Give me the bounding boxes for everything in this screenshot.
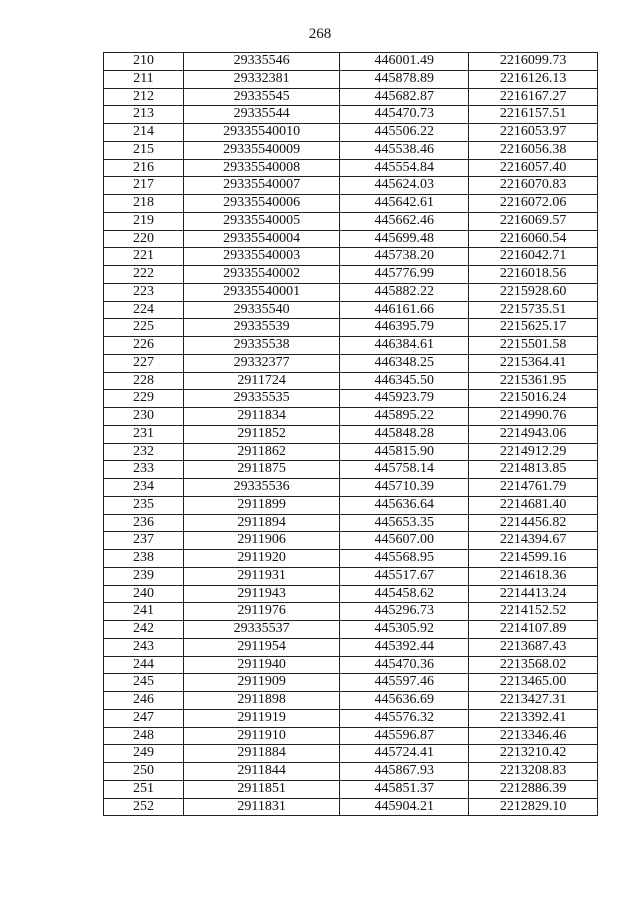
point-id-cell: 29335540006	[183, 195, 340, 213]
x-coordinate-cell: 445738.20	[340, 248, 469, 266]
table-row	[104, 798, 598, 816]
point-number-cell: 249	[104, 745, 184, 763]
point-id-cell: 2911976	[183, 603, 340, 621]
point-number-cell: 238	[104, 550, 184, 568]
point-number-cell: 241	[104, 603, 184, 621]
point-id-cell: 2911906	[183, 532, 340, 550]
y-coordinate-cell: 2213346.46	[469, 727, 598, 745]
point-number-cell: 224	[104, 301, 184, 319]
point-id-cell: 2911875	[183, 461, 340, 479]
y-coordinate-cell: 2216060.54	[469, 230, 598, 248]
table-row	[104, 124, 598, 142]
table-row	[104, 88, 598, 106]
y-coordinate-cell: 2214599.16	[469, 550, 598, 568]
point-number-cell: 217	[104, 177, 184, 195]
point-number-cell: 230	[104, 408, 184, 426]
point-id-cell: 29335545	[183, 88, 340, 106]
x-coordinate-cell: 446395.79	[340, 319, 469, 337]
y-coordinate-cell: 2214761.79	[469, 479, 598, 497]
y-coordinate-cell: 2215928.60	[469, 283, 598, 301]
table-row	[104, 550, 598, 568]
point-number-cell: 246	[104, 692, 184, 710]
point-number-cell: 228	[104, 372, 184, 390]
table-body	[104, 53, 598, 816]
y-coordinate-cell: 2216057.40	[469, 159, 598, 177]
point-id-cell: 29332377	[183, 354, 340, 372]
point-number-cell: 251	[104, 780, 184, 798]
point-id-cell: 2911834	[183, 408, 340, 426]
point-id-cell: 2911852	[183, 425, 340, 443]
point-id-cell: 29335536	[183, 479, 340, 497]
x-coordinate-cell: 446161.66	[340, 301, 469, 319]
table-row	[104, 177, 598, 195]
y-coordinate-cell: 2216042.71	[469, 248, 598, 266]
point-id-cell: 2911862	[183, 443, 340, 461]
point-id-cell: 29335540001	[183, 283, 340, 301]
x-coordinate-cell: 445458.62	[340, 585, 469, 603]
table-row	[104, 212, 598, 230]
y-coordinate-cell: 2214813.85	[469, 461, 598, 479]
table-row	[104, 230, 598, 248]
x-coordinate-cell: 445878.89	[340, 70, 469, 88]
x-coordinate-cell: 445682.87	[340, 88, 469, 106]
table-row	[104, 461, 598, 479]
x-coordinate-cell: 445851.37	[340, 780, 469, 798]
x-coordinate-cell: 445296.73	[340, 603, 469, 621]
x-coordinate-cell: 445882.22	[340, 283, 469, 301]
point-id-cell: 2911898	[183, 692, 340, 710]
point-id-cell: 29335544	[183, 106, 340, 124]
y-coordinate-cell: 2214413.24	[469, 585, 598, 603]
x-coordinate-cell: 446348.25	[340, 354, 469, 372]
y-coordinate-cell: 2214456.82	[469, 514, 598, 532]
point-id-cell: 29335539	[183, 319, 340, 337]
table-row	[104, 408, 598, 426]
point-number-cell: 252	[104, 798, 184, 816]
x-coordinate-cell: 445758.14	[340, 461, 469, 479]
x-coordinate-cell: 446001.49	[340, 53, 469, 71]
y-coordinate-cell: 2214152.52	[469, 603, 598, 621]
point-id-cell: 29335537	[183, 621, 340, 639]
table-row	[104, 763, 598, 781]
y-coordinate-cell: 2214394.67	[469, 532, 598, 550]
x-coordinate-cell: 445642.61	[340, 195, 469, 213]
point-id-cell: 29335540002	[183, 266, 340, 284]
point-number-cell: 250	[104, 763, 184, 781]
x-coordinate-cell: 445848.28	[340, 425, 469, 443]
table-row	[104, 301, 598, 319]
point-id-cell: 29332381	[183, 70, 340, 88]
point-id-cell: 29335540007	[183, 177, 340, 195]
x-coordinate-cell: 446384.61	[340, 337, 469, 355]
table-row	[104, 248, 598, 266]
point-number-cell: 240	[104, 585, 184, 603]
point-number-cell: 210	[104, 53, 184, 71]
y-coordinate-cell: 2216167.27	[469, 88, 598, 106]
y-coordinate-cell: 2213208.83	[469, 763, 598, 781]
point-number-cell: 212	[104, 88, 184, 106]
table-row	[104, 354, 598, 372]
y-coordinate-cell: 2216056.38	[469, 141, 598, 159]
x-coordinate-cell: 445506.22	[340, 124, 469, 142]
x-coordinate-cell: 445776.99	[340, 266, 469, 284]
table-row	[104, 621, 598, 639]
point-id-cell: 2911943	[183, 585, 340, 603]
y-coordinate-cell: 2214681.40	[469, 496, 598, 514]
point-id-cell: 29335540	[183, 301, 340, 319]
point-number-cell: 243	[104, 638, 184, 656]
table-row	[104, 780, 598, 798]
x-coordinate-cell: 445554.84	[340, 159, 469, 177]
table-row	[104, 514, 598, 532]
x-coordinate-cell: 445470.36	[340, 656, 469, 674]
point-id-cell: 2911920	[183, 550, 340, 568]
point-id-cell: 2911724	[183, 372, 340, 390]
x-coordinate-cell: 445305.92	[340, 621, 469, 639]
y-coordinate-cell: 2213210.42	[469, 745, 598, 763]
point-number-cell: 216	[104, 159, 184, 177]
y-coordinate-cell: 2216070.83	[469, 177, 598, 195]
table-row	[104, 603, 598, 621]
point-number-cell: 244	[104, 656, 184, 674]
x-coordinate-cell: 445904.21	[340, 798, 469, 816]
point-number-cell: 218	[104, 195, 184, 213]
table-row	[104, 532, 598, 550]
table-row	[104, 266, 598, 284]
table-row	[104, 319, 598, 337]
table-row	[104, 141, 598, 159]
point-number-cell: 237	[104, 532, 184, 550]
table-row	[104, 638, 598, 656]
y-coordinate-cell: 2213687.43	[469, 638, 598, 656]
table-row	[104, 106, 598, 124]
y-coordinate-cell: 2213465.00	[469, 674, 598, 692]
x-coordinate-cell: 445624.03	[340, 177, 469, 195]
table-row	[104, 479, 598, 497]
y-coordinate-cell: 2215625.17	[469, 319, 598, 337]
table-row	[104, 195, 598, 213]
x-coordinate-cell: 446345.50	[340, 372, 469, 390]
point-id-cell: 29335540004	[183, 230, 340, 248]
table-row	[104, 70, 598, 88]
table-row	[104, 425, 598, 443]
point-number-cell: 223	[104, 283, 184, 301]
y-coordinate-cell: 2215501.58	[469, 337, 598, 355]
point-number-cell: 247	[104, 709, 184, 727]
table-row	[104, 585, 598, 603]
point-id-cell: 2911919	[183, 709, 340, 727]
point-id-cell: 2911884	[183, 745, 340, 763]
point-id-cell: 29335540003	[183, 248, 340, 266]
point-id-cell: 2911910	[183, 727, 340, 745]
point-id-cell: 2911851	[183, 780, 340, 798]
y-coordinate-cell: 2213392.41	[469, 709, 598, 727]
x-coordinate-cell: 445699.48	[340, 230, 469, 248]
x-coordinate-cell: 445895.22	[340, 408, 469, 426]
x-coordinate-cell: 445538.46	[340, 141, 469, 159]
point-id-cell: 29335546	[183, 53, 340, 71]
point-number-cell: 242	[104, 621, 184, 639]
x-coordinate-cell: 445662.46	[340, 212, 469, 230]
x-coordinate-cell: 445470.73	[340, 106, 469, 124]
point-number-cell: 235	[104, 496, 184, 514]
point-number-cell: 213	[104, 106, 184, 124]
point-number-cell: 226	[104, 337, 184, 355]
y-coordinate-cell: 2215364.41	[469, 354, 598, 372]
point-number-cell: 245	[104, 674, 184, 692]
point-number-cell: 225	[104, 319, 184, 337]
coordinates-table	[103, 52, 598, 816]
y-coordinate-cell: 2215735.51	[469, 301, 598, 319]
x-coordinate-cell: 445815.90	[340, 443, 469, 461]
y-coordinate-cell: 2212829.10	[469, 798, 598, 816]
table-row	[104, 283, 598, 301]
table-row	[104, 496, 598, 514]
table-row	[104, 53, 598, 71]
x-coordinate-cell: 445653.35	[340, 514, 469, 532]
y-coordinate-cell: 2216126.13	[469, 70, 598, 88]
point-number-cell: 222	[104, 266, 184, 284]
y-coordinate-cell: 2214107.89	[469, 621, 598, 639]
point-id-cell: 2911831	[183, 798, 340, 816]
table-row	[104, 443, 598, 461]
point-id-cell: 2911844	[183, 763, 340, 781]
y-coordinate-cell: 2214618.36	[469, 567, 598, 585]
y-coordinate-cell: 2212886.39	[469, 780, 598, 798]
table-row	[104, 390, 598, 408]
point-id-cell: 2911940	[183, 656, 340, 674]
table-row	[104, 727, 598, 745]
point-number-cell: 232	[104, 443, 184, 461]
table-row	[104, 745, 598, 763]
x-coordinate-cell: 445636.64	[340, 496, 469, 514]
point-number-cell: 248	[104, 727, 184, 745]
table-row	[104, 709, 598, 727]
point-number-cell: 236	[104, 514, 184, 532]
point-number-cell: 220	[104, 230, 184, 248]
point-id-cell: 29335540010	[183, 124, 340, 142]
table-row	[104, 159, 598, 177]
page-number: 268	[308, 26, 332, 42]
point-number-cell: 239	[104, 567, 184, 585]
point-id-cell: 29335535	[183, 390, 340, 408]
x-coordinate-cell: 445923.79	[340, 390, 469, 408]
y-coordinate-cell: 2216072.06	[469, 195, 598, 213]
point-id-cell: 2911909	[183, 674, 340, 692]
x-coordinate-cell: 445568.95	[340, 550, 469, 568]
point-id-cell: 29335540005	[183, 212, 340, 230]
table-row	[104, 567, 598, 585]
y-coordinate-cell: 2216053.97	[469, 124, 598, 142]
y-coordinate-cell: 2214912.29	[469, 443, 598, 461]
point-id-cell: 29335538	[183, 337, 340, 355]
point-id-cell: 2911954	[183, 638, 340, 656]
point-number-cell: 233	[104, 461, 184, 479]
table-row	[104, 372, 598, 390]
x-coordinate-cell: 445867.93	[340, 763, 469, 781]
y-coordinate-cell: 2216157.51	[469, 106, 598, 124]
point-id-cell: 29335540009	[183, 141, 340, 159]
y-coordinate-cell: 2216018.56	[469, 266, 598, 284]
y-coordinate-cell: 2214990.76	[469, 408, 598, 426]
x-coordinate-cell: 445576.32	[340, 709, 469, 727]
table-row	[104, 674, 598, 692]
table-row	[104, 656, 598, 674]
y-coordinate-cell: 2215016.24	[469, 390, 598, 408]
point-number-cell: 214	[104, 124, 184, 142]
point-number-cell: 234	[104, 479, 184, 497]
x-coordinate-cell: 445597.46	[340, 674, 469, 692]
x-coordinate-cell: 445517.67	[340, 567, 469, 585]
point-number-cell: 229	[104, 390, 184, 408]
point-number-cell: 219	[104, 212, 184, 230]
point-id-cell: 2911894	[183, 514, 340, 532]
y-coordinate-cell: 2214943.06	[469, 425, 598, 443]
x-coordinate-cell: 445710.39	[340, 479, 469, 497]
y-coordinate-cell: 2216099.73	[469, 53, 598, 71]
y-coordinate-cell: 2215361.95	[469, 372, 598, 390]
y-coordinate-cell: 2213427.31	[469, 692, 598, 710]
y-coordinate-cell: 2213568.02	[469, 656, 598, 674]
table-row	[104, 337, 598, 355]
point-number-cell: 221	[104, 248, 184, 266]
point-id-cell: 2911899	[183, 496, 340, 514]
point-number-cell: 227	[104, 354, 184, 372]
x-coordinate-cell: 445636.69	[340, 692, 469, 710]
x-coordinate-cell: 445596.87	[340, 727, 469, 745]
y-coordinate-cell: 2216069.57	[469, 212, 598, 230]
point-number-cell: 215	[104, 141, 184, 159]
x-coordinate-cell: 445607.00	[340, 532, 469, 550]
point-id-cell: 2911931	[183, 567, 340, 585]
point-number-cell: 231	[104, 425, 184, 443]
x-coordinate-cell: 445392.44	[340, 638, 469, 656]
table-row	[104, 692, 598, 710]
point-number-cell: 211	[104, 70, 184, 88]
x-coordinate-cell: 445724.41	[340, 745, 469, 763]
point-id-cell: 29335540008	[183, 159, 340, 177]
